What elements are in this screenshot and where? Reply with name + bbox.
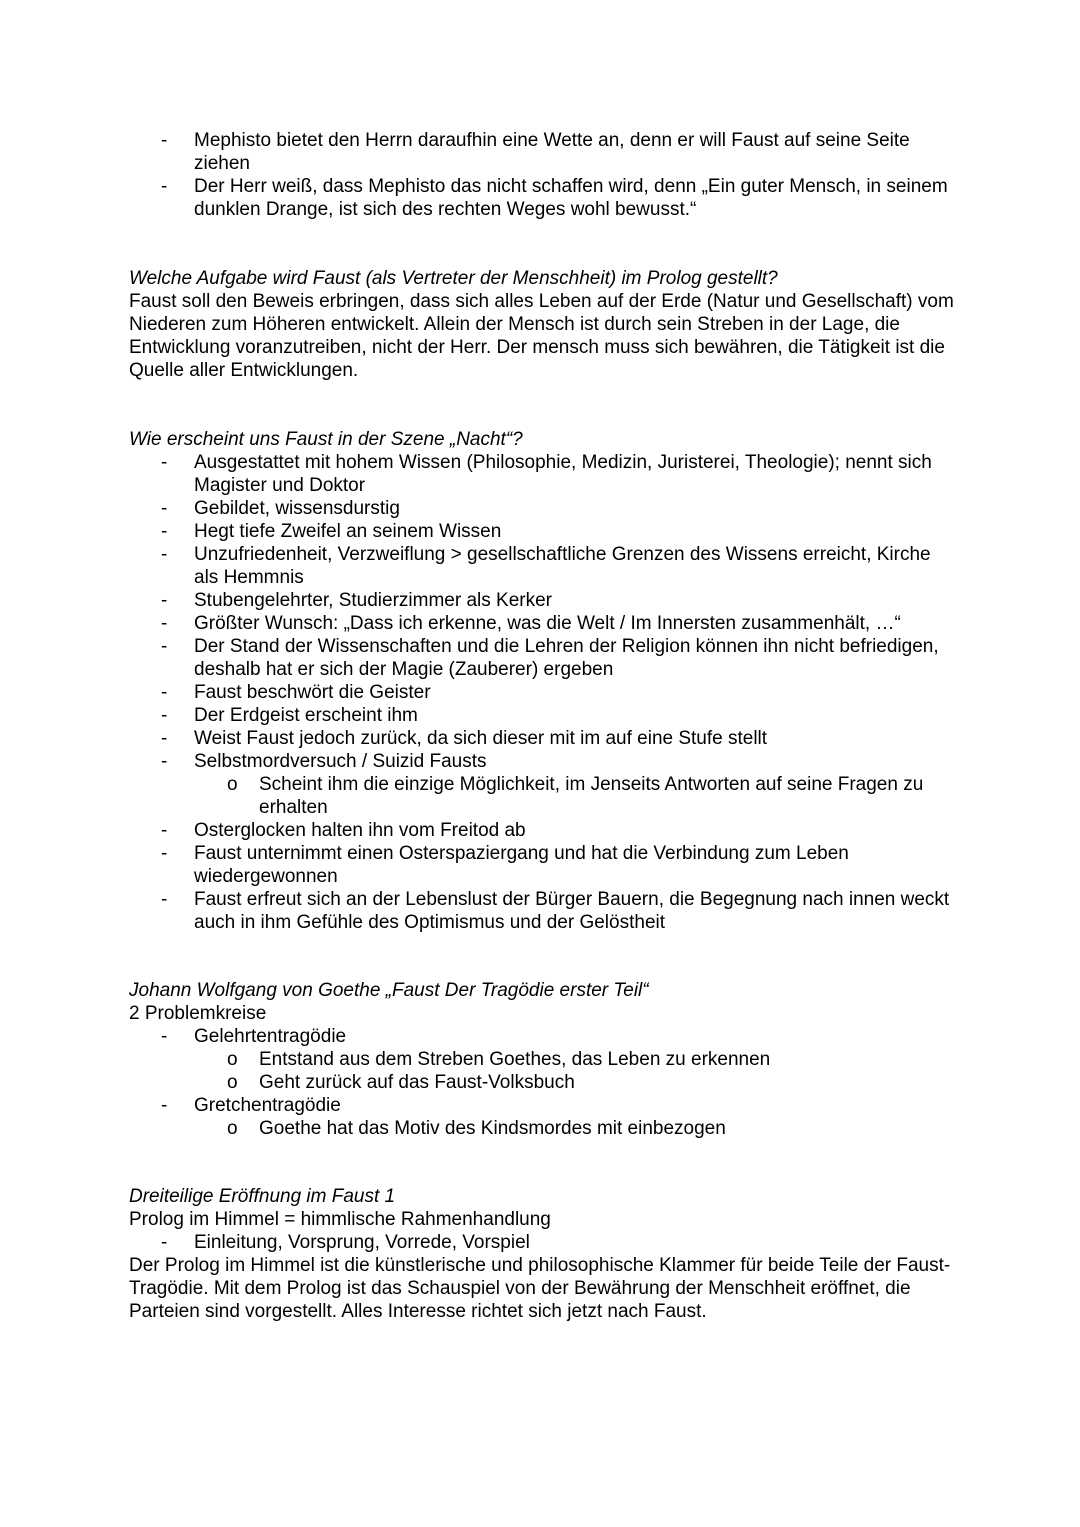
section-mephisto-wette [129,129,959,221]
list-item: - Der Stand der Wissenschaften und die Lehren der Religion können ihn nicht befriedigen, deshalb hat er sich der Magie (Zauberer) ergeben [129,635,959,681]
bullet-list [129,451,959,934]
answer-paragraph: Der Prolog im Himmel ist die künstlerische und philosophische Klammer für beide Teile der Faust-Tragödie. Mit dem Prolog ist das Schauspiel von der Bewährung der Menschheit eröffnet, die Parteien sind vorgestellt. Alles Interesse richtet sich jetzt nach Faust. [129,1255,951,1322]
section-szene-nacht [129,428,959,934]
list-item: - Ausgestattet mit hohem Wissen (Philosophie, Medizin, Juristerei, Theologie); nennt sich Magister und Doktor [129,451,959,497]
question-heading: Wie erscheint uns Faust in der Szene „Nacht“? [129,429,523,450]
list-item: - Der Herr weiß, dass Mephisto das nicht schaffen wird, denn „Ein guter Mensch, in seinem dunklen Drange, ist sich des rechten Weges wohl bewusst.“ [129,175,959,221]
section-aufgabe-prolog [129,267,959,382]
list-item: - Einleitung, Vorsprung, Vorrede, Vorspiel [129,1231,959,1254]
question-heading: Dreiteilige Eröffnung im Faust 1 [129,1186,396,1207]
bullet-list [129,1231,959,1254]
list-item: - Mephisto bietet den Herrn daraufhin eine Wette an, denn er will Faust auf seine Seite ziehen [129,129,959,175]
list-item: - Unzufriedenheit, Verzweiflung > gesellschaftliche Grenzen des Wissens erreicht, Kirche als Hemmnis [129,543,959,589]
list-item: - Gretchentragödie [129,1094,959,1117]
answer-paragraph: Faust soll den Beweis erbringen, dass sich alles Leben auf der Erde (Natur und Gesellschaft) vom Niederen zum Höheren entwickelt. Allein der Mensch ist durch sein Streben in der Lage, die Entwicklung voranzutreiben, nicht der Herr. Der mensch muss sich bewähren, die Tätigkeit ist die Quelle aller Entwicklungen. [129,291,954,381]
question-heading: Johann Wolfgang von Goethe „Faust Der Tragödie erster Teil“ [129,980,649,1001]
list-item: - Gebildet, wissensdurstig [129,497,959,520]
list-item: - Osterglocken halten ihn vom Freitod ab [129,819,959,842]
sub-list-item: o Entstand aus dem Streben Goethes, das Leben zu erkennen [129,1048,959,1071]
sub-list-item: o Scheint ihm die einzige Möglichkeit, im Jenseits Antworten auf seine Fragen zu erhalten [129,773,959,819]
list-item: - Hegt tiefe Zweifel an seinem Wissen [129,520,959,543]
bullet-list [129,129,959,221]
section-dreiteilige-eroeffnung [129,1185,959,1323]
list-item: - Größter Wunsch: „Dass ich erkenne, was die Welt / Im Innersten zusammenhält, …“ [129,612,959,635]
list-item: - Selbstmordversuch / Suizid Fausts [129,750,959,773]
list-item: - Faust unternimmt einen Osterspaziergang und hat die Verbindung zum Leben wiedergewonnen [129,842,959,888]
question-heading: Welche Aufgabe wird Faust (als Vertreter der Menschheit) im Prolog gestellt? [129,268,778,289]
sub-list-item: o Geht zurück auf das Faust-Volksbuch [129,1071,959,1094]
sub-list-item: o Goethe hat das Motiv des Kindsmordes mit einbezogen [129,1117,959,1140]
list-item: - Faust erfreut sich an der Lebenslust der Bürger Bauern, die Begegnung nach innen weckt auch in ihm Gefühle des Optimismus und der Gelöstheit [129,888,959,934]
list-item: - Gelehrtentragödie [129,1025,959,1048]
list-item: - Faust beschwört die Geister [129,681,959,704]
section-goethe-faust [129,979,959,1140]
list-item: - Stubengelehrter, Studierzimmer als Kerker [129,589,959,612]
list-item: - Weist Faust jedoch zurück, da sich dieser mit im auf eine Stufe stellt [129,727,959,750]
bullet-list [129,1025,959,1140]
list-item: - Der Erdgeist erscheint ihm [129,704,959,727]
intro-line: 2 Problemkreise [129,1003,267,1024]
intro-line: Prolog im Himmel = himmlische Rahmenhandlung [129,1209,551,1230]
